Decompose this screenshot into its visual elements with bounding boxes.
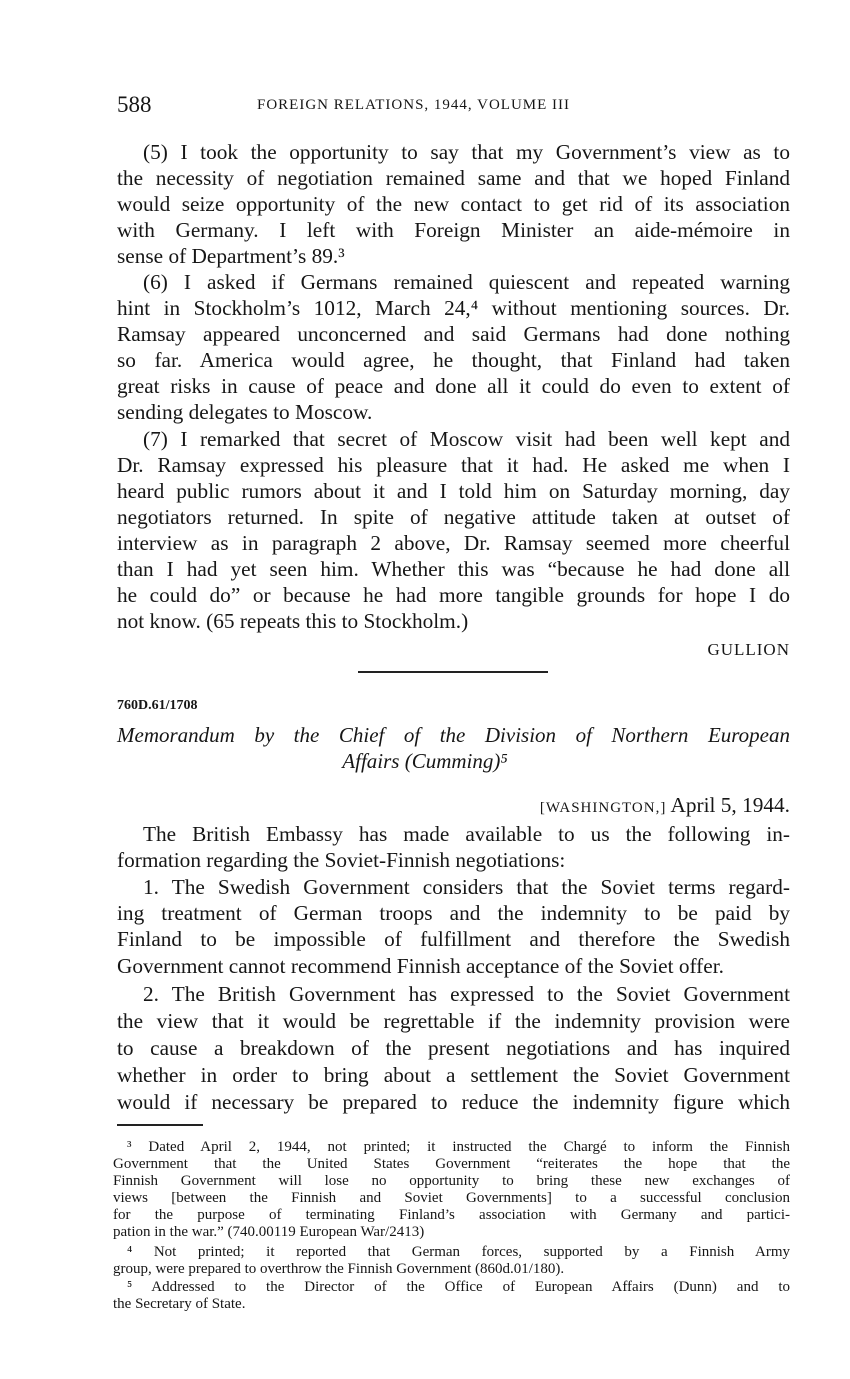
footnote-line: views [between the Finnish and Soviet Governments] to a successful conclusion [113, 1190, 790, 1206]
text-line: 1. The Swedish Government considers that the Soviet terms regard- [143, 875, 790, 899]
text-line: hint in Stockholm’s 1012, March 24,⁴ without mentioning sources. Dr. [117, 296, 790, 320]
page-header [117, 92, 790, 120]
text-line: Ramsay appeared unconcerned and said Germans had done nothing [117, 322, 790, 346]
text-line: whether in order to bring about a settlement the Soviet Government [117, 1063, 790, 1087]
text-line: sense of Department’s 89.³ [117, 244, 345, 268]
running-head: FOREIGN RELATIONS, 1944, VOLUME III [257, 97, 571, 113]
signature: GULLION [707, 640, 790, 659]
text-line: formation regarding the Soviet-Finnish negotiations: [117, 848, 566, 872]
footnote-line: ⁵ Addressed to the Director of the Office of European Affairs (Dunn) and to [127, 1279, 790, 1295]
footnote-rule [117, 1124, 203, 1126]
text-line: great risks in cause of peace and done all it could do even to extent of [117, 374, 790, 398]
text-line: with Germany. I left with Foreign Minister an aide-mémoire in [117, 218, 790, 242]
dateline-place: [WASHINGTON,] [539, 800, 667, 816]
text-line: ing treatment of German troops and the indemnity to be paid by [117, 901, 790, 925]
page-number: 588 [117, 92, 152, 117]
text-line: not know. (65 repeats this to Stockholm.) [117, 609, 469, 633]
text-line: 2. The British Government has expressed to the Soviet Government [143, 982, 790, 1006]
section-divider [358, 671, 548, 673]
document-title: Memorandum by the Chief of the Division of Northern European [117, 723, 790, 747]
text-line: The British Embassy has made available to us the following in- [143, 822, 790, 846]
text-line: Government cannot recommend Finnish acceptance of the Soviet offer. [117, 954, 724, 978]
text-line: (7) I remarked that secret of Moscow visit had been well kept and [143, 427, 790, 451]
text-line: interview as in paragraph 2 above, Dr. Ramsay seemed more cheerful [117, 531, 790, 555]
footnote-line: ⁴ Not printed; it reported that German forces, supported by a Finnish Army [127, 1244, 790, 1260]
footnote-line: the Secretary of State. [113, 1296, 246, 1312]
footnote-line: Finnish Government will lose no opportunity to bring these new exchanges of [113, 1173, 790, 1189]
text-line: would seize opportunity of the new contact to get rid of its association [117, 192, 790, 216]
file-number: 760D.61/1708 [117, 698, 198, 713]
text-line: so far. America would agree, he thought, that Finland had taken [117, 348, 790, 372]
document-title-continued: Affairs (Cumming)⁵ [342, 749, 508, 773]
text-line: Dr. Ramsay expressed his pleasure that it had. He asked me when I [117, 453, 790, 477]
text-line: sending delegates to Moscow. [117, 400, 373, 424]
text-line: heard public rumors about it and I told him on Saturday morning, day [117, 479, 790, 503]
footnote-line: for the purpose of terminating Finland’s association with Germany and partici- [113, 1207, 790, 1223]
dateline [540, 793, 790, 818]
text-line: Finland to be impossible of fulfillment and therefore the Swedish [117, 927, 790, 951]
dateline-date: April 5, 1944. [670, 793, 790, 817]
text-line: (5) I took the opportunity to say that my Government’s view as to [143, 140, 790, 164]
text-line: to cause a breakdown of the present negotiations and has inquired [117, 1036, 790, 1060]
footnote-line: pation in the war.” (740.00119 European War/2413) [113, 1224, 425, 1240]
text-line: would if necessary be prepared to reduce the indemnity figure which [117, 1090, 790, 1114]
text-line: (6) I asked if Germans remained quiescent and repeated warning [143, 270, 790, 294]
text-line: he could do” or because he had more tangible grounds for hope I do [117, 583, 790, 607]
footnote-line: Government that the United States Government “reiterates the hope that the [113, 1156, 790, 1172]
text-line: the view that it would be regrettable if the indemnity provision were [117, 1009, 790, 1033]
footnote-line: group, were prepared to overthrow the Finnish Government (860d.01/180). [113, 1261, 565, 1277]
text-line: the necessity of negotiation remained same and that we hoped Finland [117, 166, 790, 190]
footnote-line: ³ Dated April 2, 1944, not printed; it instructed the Chargé to inform the Finnish [127, 1139, 790, 1155]
text-line: negotiators returned. In spite of negative attitude taken at outset of [117, 505, 790, 529]
text-line: than I had yet seen him. Whether this was “because he had done all [117, 557, 790, 581]
